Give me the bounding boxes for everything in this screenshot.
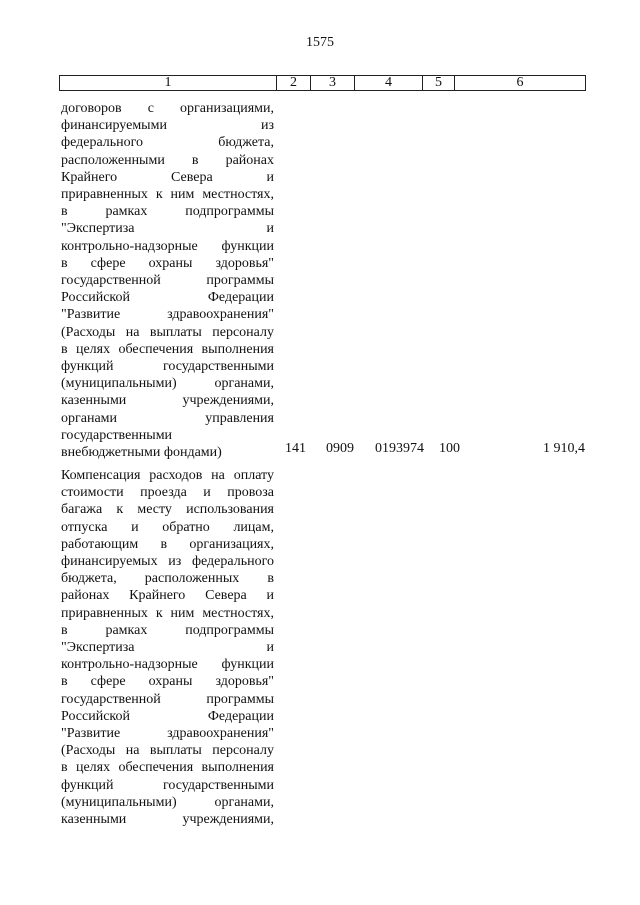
description-line: приравненных к ним местностях, (61, 187, 274, 203)
column-header-row (60, 76, 586, 91)
description-line: казенными учреждениями, (61, 393, 274, 409)
cell-col3: 0909 (326, 441, 354, 456)
description-line: районах Крайнего Севера и (61, 588, 274, 604)
description-line: финансируемыми из (61, 118, 274, 134)
column-header-3: 3 (311, 76, 355, 91)
description-line: внебюджетными фондами) (61, 445, 222, 461)
column-header-5: 5 (423, 76, 455, 91)
row-description (61, 100, 274, 461)
description-line: в рамках подпрограммы (61, 622, 274, 638)
description-line: функций государственными (61, 777, 274, 793)
description-line: "Экспертиза и (61, 640, 274, 656)
description-line: Российской Федерации (61, 290, 274, 306)
description-line: Крайнего Севера и (61, 169, 274, 185)
description-line: казенными учреждениями, (61, 812, 274, 828)
column-header-table (59, 75, 586, 91)
description-line: Компенсация расходов на оплату (61, 468, 274, 483)
description-line: контрольно-надзорные функции (61, 238, 274, 254)
cell-col6: 1 910,4 (543, 441, 585, 456)
description-line: контрольно-надзорные функции (61, 657, 274, 673)
description-line: договоров с организациями, (61, 101, 274, 116)
description-line: в рамках подпрограммы (61, 204, 274, 220)
description-line: финансируемых из федерального (61, 554, 274, 570)
description-line: в целях обеспечения выполнения (61, 760, 274, 776)
cell-col2: 141 (285, 441, 306, 456)
description-line: в целях обеспечения выполнения (61, 341, 274, 357)
description-line: функций государственными (61, 359, 274, 375)
description-line: расположенными в районах (61, 152, 274, 168)
description-line: Российской Федерации (61, 708, 274, 724)
cell-col4: 0193974 (375, 441, 424, 456)
description-line: (Расходы на выплаты персоналу (61, 324, 274, 340)
page-number: 1575 (306, 35, 334, 50)
description-line: "Развитие здравоохранения" (61, 726, 274, 742)
description-line: бюджета, расположенных в (61, 571, 274, 587)
description-line: работающим в организациях, (61, 536, 274, 552)
description-line: (Расходы на выплаты персоналу (61, 743, 274, 759)
description-line: (муниципальными) органами, (61, 794, 274, 810)
description-line: отпуска и обратно лицам, (61, 519, 274, 535)
row-description (61, 467, 274, 828)
description-line: багажа к месту использования (61, 502, 274, 518)
description-line: "Развитие здравоохранения" (61, 307, 274, 323)
description-line: федерального бюджета, (61, 135, 274, 151)
cell-col5: 100 (439, 441, 460, 456)
description-line: государственными (61, 427, 173, 443)
description-line: (муниципальными) органами, (61, 376, 274, 392)
description-line: в сфере охраны здоровья" (61, 674, 274, 690)
description-line: органами управления (61, 410, 274, 426)
description-line: в сфере охраны здоровья" (61, 255, 274, 271)
description-line: государственной программы (61, 691, 274, 707)
description-line: государственной программы (61, 273, 274, 289)
column-header-2: 2 (277, 76, 311, 91)
column-header-1: 1 (60, 76, 277, 91)
description-line: стоимости проезда и провоза (61, 485, 274, 501)
column-header-4: 4 (355, 76, 423, 91)
description-line: приравненных к ним местностях, (61, 605, 274, 621)
column-header-6: 6 (455, 76, 586, 91)
description-line: "Экспертиза и (61, 221, 274, 237)
